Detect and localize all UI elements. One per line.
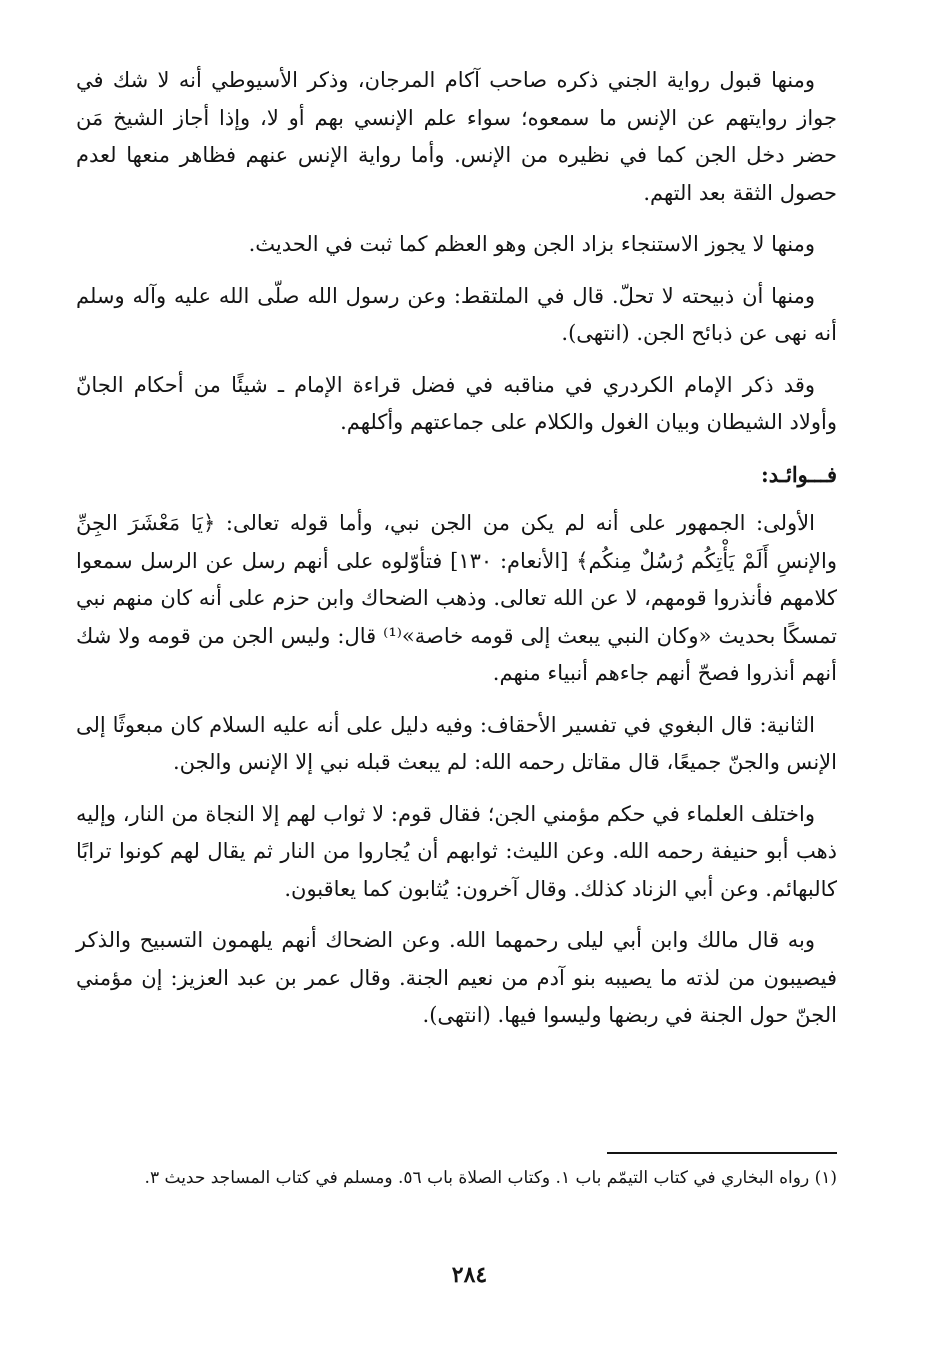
- paragraph-slaughter: ومنها أن ذبيحته لا تحلّ. قال في الملتقط: وعن رسول الله صلّى الله عليه وآله وسلم أنه نهى عن ذبائح الجن. (انتهى).: [76, 283, 837, 345]
- paragraph-istinja: ومنها لا يجوز الاستنجاء بزاد الجن وهو العظم كما ثبت في الحديث.: [248, 232, 815, 256]
- page-body: [76, 62, 837, 1049]
- paragraph-malik: وبه قال مالك وابن أبي ليلى رحمهما الله. وعن الضحاك أنهم يلهمون التسبيح والذكر فيصيبون من لذته ما يصيبه بنو آدم من نعيم الجنة. وقال عمر بن عبد العزيز: إن مؤمني الجنّ حول الجنة في ربضها وليسوا فيها. (انتهى).: [76, 928, 837, 1027]
- page-number: ٢٨٤: [451, 1262, 488, 1288]
- paragraph-kardari: وقد ذكر الإمام الكردري في مناقبه في فضل قراءة الإمام ـ شيئًا من أحكام الجانّ وأولاد الشيطان وبيان الغول والكلام على جماعتهم وأكلهم.: [76, 372, 837, 434]
- paragraph-jinn-narration: ومنها قبول رواية الجني ذكره صاحب آكام المرجان، وذكر الأسيوطي أنه لا شك في جواز روايتهم عن الإنس ما سمعوه؛ سواء علم الإنسي بهم أو لا، وإذا أجاز الشيخ مَن حضر دخل الجن كما في نظيره من الإنس. وأما رواية الإنس عنهم فظاهر منعها لعدم حصول الثقة بعد التهم.: [76, 68, 837, 205]
- footnote: (١) رواه البخاري في كتاب التيمّم باب ١. وكتاب الصلاة باب ٥٦. ومسلم في كتاب المساجد حديث ٣.: [144, 1168, 837, 1188]
- paragraph-first-benefit: الأولى: الجمهور على أنه لم يكن من الجن نبي، وأما قوله تعالى: ﴿يَا مَعْشَرَ الجِنِّ والإنسِ أَلَمْ يَأْتِكُم رُسُلٌ مِنكُم﴾ [الأنعام: ١٣٠] فتأوّلوه على أنهم رسل عن الرسل سمعوا كلامهم فأنذروا قومهم، لا عن الله تعالى. وذهب الضحاك وابن حزم على أنه كان منهم نبي تمسكًا بحديث «وكان النبي يبعث إلى قومه خاصة»⁽¹⁾ قال: وليس الجن من قومه ولا شك أنهم أنذروا فصحّ أنهم جاءهم أنبياء منهم.: [76, 511, 838, 685]
- paragraph-believing-jinn: واختلف العلماء في حكم مؤمني الجن؛ فقال قوم: لا ثواب لهم إلا النجاة من النار، وإليه ذهب أبو حنيفة رحمه الله. وعن الليث: ثوابهم أن يُجاروا من النار ثم يقال لهم كونوا ترابًا كالبهائم. وعن أبي الزناد كذلك. وقال آخرون: يُثابون كما يعاقبون.: [76, 801, 837, 901]
- footnote-separator: [607, 1152, 837, 1154]
- section-heading-benefits: فـــوائـد:: [761, 461, 837, 487]
- paragraph-second-benefit: الثانية: قال البغوي في تفسير الأحقاف: وفيه دليل على أنه عليه السلام كان مبعوثًا إلى الإنس والجنّ جميعًا، قال مقاتل رحمه الله: لم يبعث قبله نبي إلا الإنس والجن.: [76, 712, 837, 774]
